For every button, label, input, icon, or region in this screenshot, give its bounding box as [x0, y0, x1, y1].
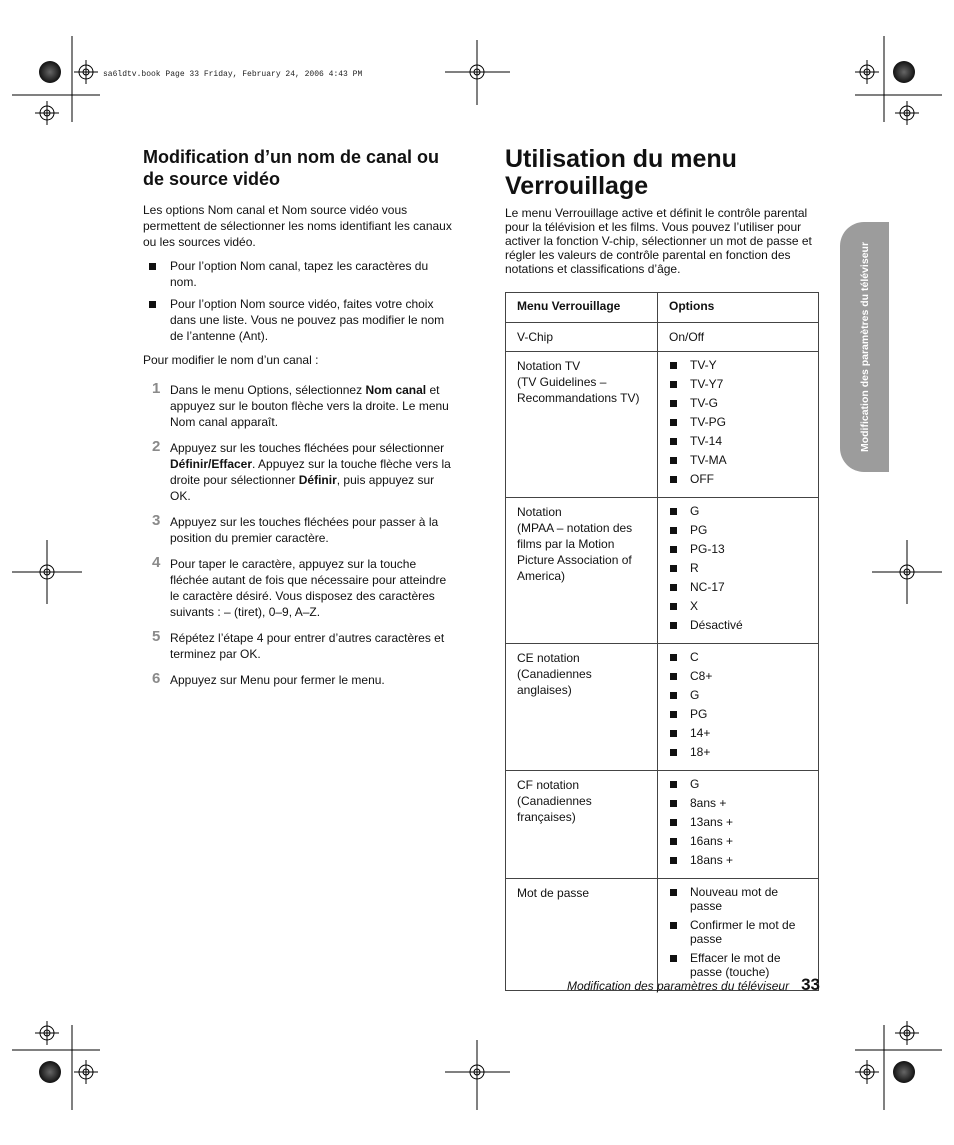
step-emphasis: Définir — [298, 473, 337, 487]
option-item: PG — [669, 707, 808, 721]
option-cell: On/Off — [658, 323, 819, 352]
intro-paragraph: Les options Nom canal et Nom source vidéo vous permettent de sélectionner les noms identifiant les canaux ou les sources vidéo. — [143, 203, 452, 249]
table-row — [506, 771, 819, 879]
step-number: 1 — [152, 380, 161, 397]
table-header-row — [506, 293, 819, 323]
step-item — [143, 440, 458, 504]
step-number: 4 — [152, 554, 161, 571]
option-item: 18ans + — [669, 853, 808, 867]
option-item: X — [669, 599, 808, 613]
option-cell — [658, 771, 819, 879]
table-row — [506, 498, 819, 644]
option-list — [669, 885, 808, 979]
option-item: OFF — [669, 472, 808, 486]
step-text: Appuyez sur Menu pour fermer le menu. — [170, 673, 385, 687]
step-item — [143, 514, 458, 546]
option-item: G — [669, 504, 808, 518]
option-cell — [658, 879, 819, 991]
step-text: Pour taper le caractère, appuyez sur la touche fléchée autant de fois que nécessaire pour atteindre le caractère désiré. Vous disposez des caractères suivants : – (tiret), 0–9, A–Z. — [170, 557, 447, 619]
setting-cell: CF notation (Canadiennes françaises) — [506, 771, 658, 879]
chapter-side-tab — [840, 222, 889, 472]
step-number: 3 — [152, 512, 161, 529]
lock-menu-table — [505, 292, 819, 991]
option-item: TV-PG — [669, 415, 808, 429]
option-list — [669, 504, 808, 632]
page-footer — [540, 975, 820, 995]
step-text: . Appuyez sur la touche flèche vers la droite pour sélectionner — [170, 457, 451, 487]
option-item: 14+ — [669, 726, 808, 740]
intro-paragraph: Le menu Verrouillage active et définit le contrôle parental pour la télévision et les films. Vous pouvez l’utiliser pour activer la fonction V-chip, sélectionner un mot de passe et régler les valeurs de contrôle parental en fonction des notations et classifications d’âge. — [505, 206, 812, 276]
table-row — [506, 352, 819, 498]
table-row — [506, 879, 819, 991]
option-list — [669, 358, 808, 486]
option-list — [669, 650, 808, 759]
option-item: G — [669, 688, 808, 702]
option-item: C8+ — [669, 669, 808, 683]
option-cell — [658, 644, 819, 771]
option-item: PG-13 — [669, 542, 808, 556]
option-item: Désactivé — [669, 618, 808, 632]
option-item: 16ans + — [669, 834, 808, 848]
footer-chapter-title: Modification des paramètres du téléviseur — [566, 979, 790, 993]
option-item: TV-MA — [669, 453, 808, 467]
step-item — [143, 382, 458, 430]
option-item: C — [669, 650, 808, 664]
option-item: TV-G — [669, 396, 808, 410]
lead-paragraph: Pour modifier le nom d’un canal : — [143, 353, 319, 367]
option-item: R — [669, 561, 808, 575]
option-item: TV-Y7 — [669, 377, 808, 391]
section-title-channel-name: Modification d’un nom de canal ou de source vidéo — [143, 147, 439, 189]
option-item: Confirmer le mot de passe — [669, 918, 808, 946]
left-column — [143, 146, 458, 698]
column-header: Options — [658, 293, 819, 323]
page-number: 33 — [801, 975, 820, 994]
step-item — [143, 556, 458, 620]
step-item — [143, 630, 458, 662]
step-text: Appuyez sur les touches fléchées pour sélectionner — [170, 441, 445, 455]
bullet-item: Pour l’option Nom canal, tapez les caractères du nom. — [143, 258, 458, 290]
bullet-list — [143, 258, 458, 344]
setting-cell: Notation TV (TV Guidelines – Recommandations TV) — [506, 352, 658, 498]
option-item: G — [669, 777, 808, 791]
option-item: PG — [669, 523, 808, 537]
step-number: 2 — [152, 438, 161, 455]
step-number: 5 — [152, 628, 161, 645]
table-row — [506, 323, 819, 352]
step-number: 6 — [152, 670, 161, 687]
steps-list — [143, 382, 458, 688]
option-item: Effacer le mot de passe (touche) — [669, 951, 808, 979]
step-item — [143, 672, 458, 688]
option-item: NC-17 — [669, 580, 808, 594]
option-item: TV-Y — [669, 358, 808, 372]
option-item: 13ans + — [669, 815, 808, 829]
print-file-info: sa6ldtv.book Page 33 Friday, February 24, 2006 4:43 PM — [103, 70, 363, 79]
option-cell — [658, 498, 819, 644]
step-emphasis: Nom canal — [365, 383, 427, 397]
option-cell — [658, 352, 819, 498]
step-emphasis: Définir/Effacer — [170, 457, 253, 471]
page-title: Utilisation du menu Verrouillage — [505, 145, 737, 200]
chapter-tab-label: Modification des paramètres du téléviseur — [858, 241, 871, 453]
option-item: Nouveau mot de passe — [669, 885, 808, 913]
setting-cell: CE notation (Canadiennes anglaises) — [506, 644, 658, 771]
right-column — [505, 146, 819, 276]
setting-cell: Mot de passe — [506, 879, 658, 991]
option-list — [669, 777, 808, 867]
table-row — [506, 644, 819, 771]
step-text: , puis appuyez sur OK. — [170, 473, 435, 503]
setting-cell: Notation (MPAA – notation des films par la Motion Picture Association of America) — [506, 498, 658, 644]
step-text: Répétez l’étape 4 pour entrer d’autres caractères et terminez par OK. — [170, 631, 445, 661]
option-item: TV-14 — [669, 434, 808, 448]
option-item: 18+ — [669, 745, 808, 759]
bullet-item: Pour l’option Nom source vidéo, faites votre choix dans une liste. Vous ne pouvez pas modifier le nom de l’antenne (Ant). — [143, 296, 458, 344]
setting-cell: V-Chip — [506, 323, 658, 352]
step-text: Appuyez sur les touches fléchées pour passer à la position du premier caractère. — [170, 515, 439, 545]
step-text: Dans le menu Options, sélectionnez — [170, 383, 366, 397]
step-text: et appuyez sur le bouton flèche vers la droite. Le menu Nom canal apparaît. — [170, 383, 449, 429]
column-header: Menu Verrouillage — [506, 293, 658, 323]
option-item: 8ans + — [669, 796, 808, 810]
